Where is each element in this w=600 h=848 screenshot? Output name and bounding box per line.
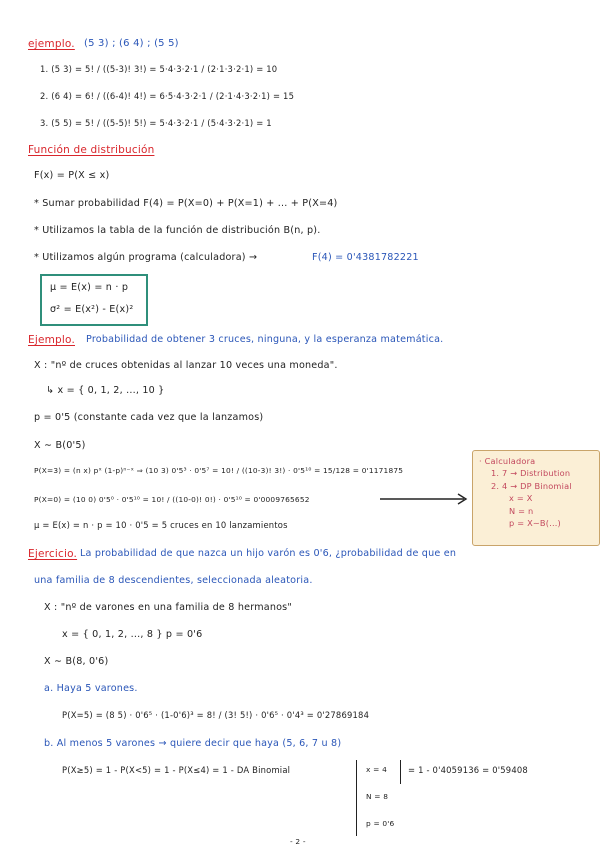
divider-left [356, 760, 357, 836]
formula-box [40, 274, 148, 326]
example2-distribution: X ∼ B(0'5) [34, 440, 86, 451]
exercise-part-a-label: a. Haya 5 varones. [44, 683, 138, 694]
example2-definition: X : "nº de cruces obtenidas al lanzar 10 veces una moneda". [34, 360, 338, 371]
example2-probability: p = 0'5 (constante cada vez que la lanzamos) [34, 412, 264, 423]
example-line-2: 2. (6 4) = 6! / ((6-4)! 4!) = 6·5·4·3·2·1 / (2·1·4·3·2·1) = 15 [40, 91, 295, 101]
exercise-range: x = { 0, 1, 2, ..., 8 } p = 0'6 [62, 629, 203, 640]
calculator-step-2: 2. 4 → DP Binomial [491, 480, 572, 491]
example2-label: Ejemplo. [28, 334, 75, 346]
example-line-3: 3. (5 5) = 5! / ((5-5)! 5!) = 5·4·3·2·1 / (5·4·3·2·1) = 1 [40, 118, 272, 128]
calculator-title: · Calculadora [479, 456, 536, 466]
bullet-program: * Utilizamos algún programa (calculadora) → [34, 252, 258, 263]
example2-p3: P(X=3) = (n x) pˣ (1-p)ⁿ⁻ˣ ⇒ (10 3) 0'5³ · 0'5⁷ = 10! / ((10-3)! 3!) · 0'5¹⁰ = 15/128 = 0'1171875 [34, 466, 404, 475]
page-number: - 2 - [290, 837, 306, 846]
exercise-label: Ejercicio. [28, 548, 78, 560]
calculator-box [472, 450, 600, 546]
calculator-n: N = n [509, 505, 534, 516]
param-n: N = 8 [366, 792, 389, 801]
example-label: ejemplo. [28, 38, 75, 50]
exercise-part-a-calc: P(X=5) = (8 5) · 0'6⁵ · (1-0'6)³ = 8! / (3! 5!) · 0'6⁵ · 0'4³ = 0'27869184 [62, 710, 370, 720]
arrow-to-calculator [380, 492, 472, 506]
divider-right [400, 760, 401, 784]
variance-formula: σ² = E(x²) - E(x)² [50, 304, 134, 315]
example-line-1: 1. (5 3) = 5! / ((5-3)! 3!) = 5·4·3·2·1 / (2·1·3·2·1) = 10 [40, 64, 278, 74]
calculator-step-1: 1. 7 → Distribution [491, 468, 571, 479]
example2-range: ↳ x = { 0, 1, 2, ..., 10 } [46, 385, 165, 396]
calculator-p: p = X∼B(...) [509, 518, 561, 529]
exercise-text-1: La probabilidad de que nazca un hijo varón es 0'6, ¿probabilidad de que en [80, 548, 457, 559]
distribution-formula: F(x) = P(X ≤ x) [34, 170, 110, 181]
example2-mean: μ = E(x) = n · p = 10 · 0'5 = 5 cruces en 10 lanzamientos [34, 520, 288, 530]
calculator-x: x = X [509, 493, 533, 504]
mean-formula: μ = E(x) = n · p [50, 282, 129, 293]
param-x: x = 4 [366, 765, 387, 774]
param-p: p = 0'6 [366, 819, 395, 828]
bullet-table: * Utilizamos la tabla de la función de distribución B(n, p). [34, 225, 321, 236]
exercise-part-b-calc: P(X≥5) = 1 - P(X<5) = 1 - P(X≤4) = 1 - DA Binomial [62, 765, 291, 775]
example-intro: (5 3) ; (6 4) ; (5 5) [84, 38, 179, 49]
exercise-part-b-result: = 1 - 0'4059136 = 0'59408 [408, 765, 528, 775]
exercise-definition: X : "nº de varones en una familia de 8 hermanos" [44, 602, 292, 613]
bullet-sum: * Sumar probabilidad F(4) = P(X=0) + P(X=1) + ... + P(X=4) [34, 198, 338, 209]
example2-title: Probabilidad de obtener 3 cruces, ninguna, y la esperanza matemática. [86, 334, 444, 345]
calculator-result: F(4) = 0'4381782221 [312, 252, 419, 263]
section-heading-distribution: Función de distribución [28, 144, 155, 156]
exercise-text-2: una familia de 8 descendientes, seleccionada aleatoria. [34, 575, 313, 586]
example2-p0: P(X=0) = (10 0) 0'5⁰ · 0'5¹⁰ = 10! / ((10-0)! 0!) · 0'5¹⁰ = 0'0009765652 [34, 495, 310, 504]
exercise-part-b-label: b. Al menos 5 varones → quiere decir que haya (5, 6, 7 u 8) [44, 738, 342, 749]
exercise-distribution: X ∼ B(8, 0'6) [44, 656, 109, 667]
